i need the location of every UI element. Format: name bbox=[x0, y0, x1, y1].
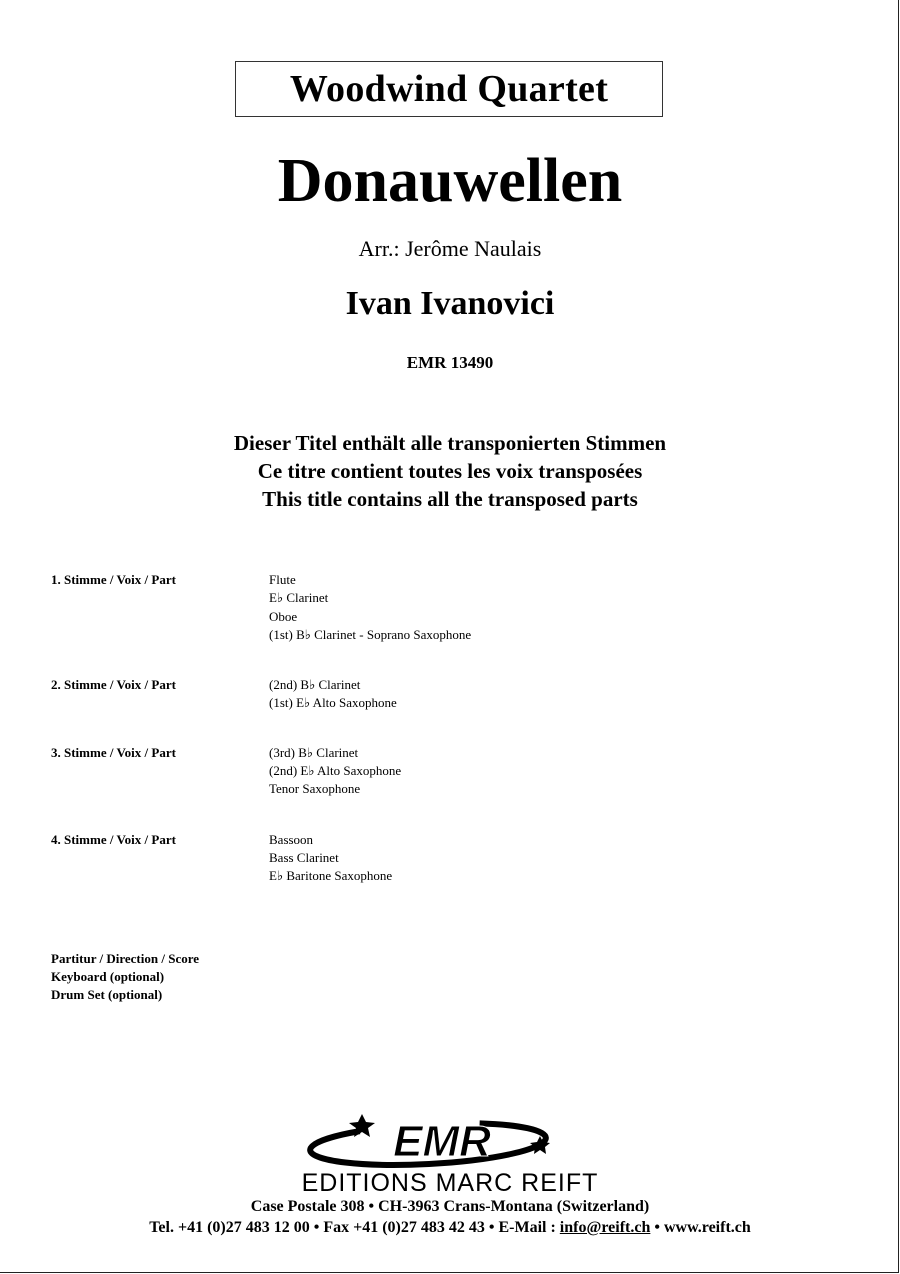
part-group-2 bbox=[51, 676, 851, 713]
instrument-item: Tenor Saxophone bbox=[269, 781, 361, 797]
instrument-item: (2nd) E♭ Alto Saxophone bbox=[269, 763, 402, 779]
catalog-number: EMR 13490 bbox=[406, 353, 494, 372]
part-label: 4. Stimme / Voix / Part bbox=[51, 831, 176, 847]
part-label: 3. Stimme / Voix / Part bbox=[51, 744, 176, 760]
part-group-3 bbox=[51, 744, 851, 799]
instrument-item: (3rd) B♭ Clarinet bbox=[269, 744, 359, 760]
notice-line-de: Dieser Titel enthält alle transponierten Stimmen bbox=[233, 431, 667, 455]
part-group-1 bbox=[51, 571, 851, 644]
extra-item: Partitur / Direction / Score bbox=[51, 951, 200, 966]
emr-logo bbox=[300, 1106, 600, 1172]
piece-title: Donauwellen bbox=[277, 147, 623, 215]
genre-label: Woodwind Quartet bbox=[235, 61, 663, 117]
instrument-list bbox=[269, 676, 397, 713]
emr-logo-text: EMR bbox=[393, 1117, 491, 1166]
publisher-name: EDITIONS MARC REIFT bbox=[301, 1169, 599, 1197]
instrument-item: E♭ Baritone Saxophone bbox=[269, 868, 393, 884]
instrument-item: (1st) B♭ Clarinet - Soprano Saxophone bbox=[269, 626, 472, 642]
extra-item: Keyboard (optional) bbox=[51, 969, 165, 984]
instrument-item: Oboe bbox=[269, 608, 298, 624]
instrument-list bbox=[269, 744, 401, 799]
extra-materials bbox=[51, 950, 199, 1004]
notice-line-fr: Ce titre contient toutes les voix transposées bbox=[257, 459, 643, 483]
publisher-address: Case Postale 308 • CH-3963 Crans-Montana (Switzerland) bbox=[250, 1198, 650, 1215]
part-group-4 bbox=[51, 831, 851, 886]
transposed-parts-notice bbox=[0, 429, 900, 513]
part-label: 1. Stimme / Voix / Part bbox=[51, 572, 176, 587]
instrument-item: Bass Clarinet bbox=[269, 849, 339, 865]
instrument-list bbox=[269, 831, 392, 886]
email-link[interactable]: info@reift.ch bbox=[559, 1219, 651, 1236]
instrument-item: (2nd) B♭ Clarinet bbox=[269, 677, 361, 693]
notice-line-en: This title contains all the transposed parts bbox=[262, 487, 638, 511]
instrument-item: E♭ Clarinet bbox=[269, 590, 329, 606]
contact-phone-fax: Tel. +41 (0)27 483 12 00 • Fax +41 (0)27 483 42 43 • E-Mail : bbox=[149, 1219, 560, 1236]
instrument-item: (1st) E♭ Alto Saxophone bbox=[269, 695, 397, 711]
instrument-list bbox=[269, 571, 471, 644]
part-label: 2. Stimme / Voix / Part bbox=[51, 677, 176, 693]
website-link[interactable]: • www.reift.ch bbox=[650, 1219, 751, 1236]
publisher-contact bbox=[0, 1217, 900, 1239]
instrument-item: Flute bbox=[269, 572, 296, 587]
arranger-credit: Arr.: Jerôme Naulais bbox=[358, 236, 542, 261]
composer-name: Ivan Ivanovici bbox=[345, 285, 555, 322]
instrument-item: Bassoon bbox=[269, 831, 314, 847]
extra-item: Drum Set (optional) bbox=[51, 987, 163, 1002]
parts-list bbox=[51, 571, 851, 918]
